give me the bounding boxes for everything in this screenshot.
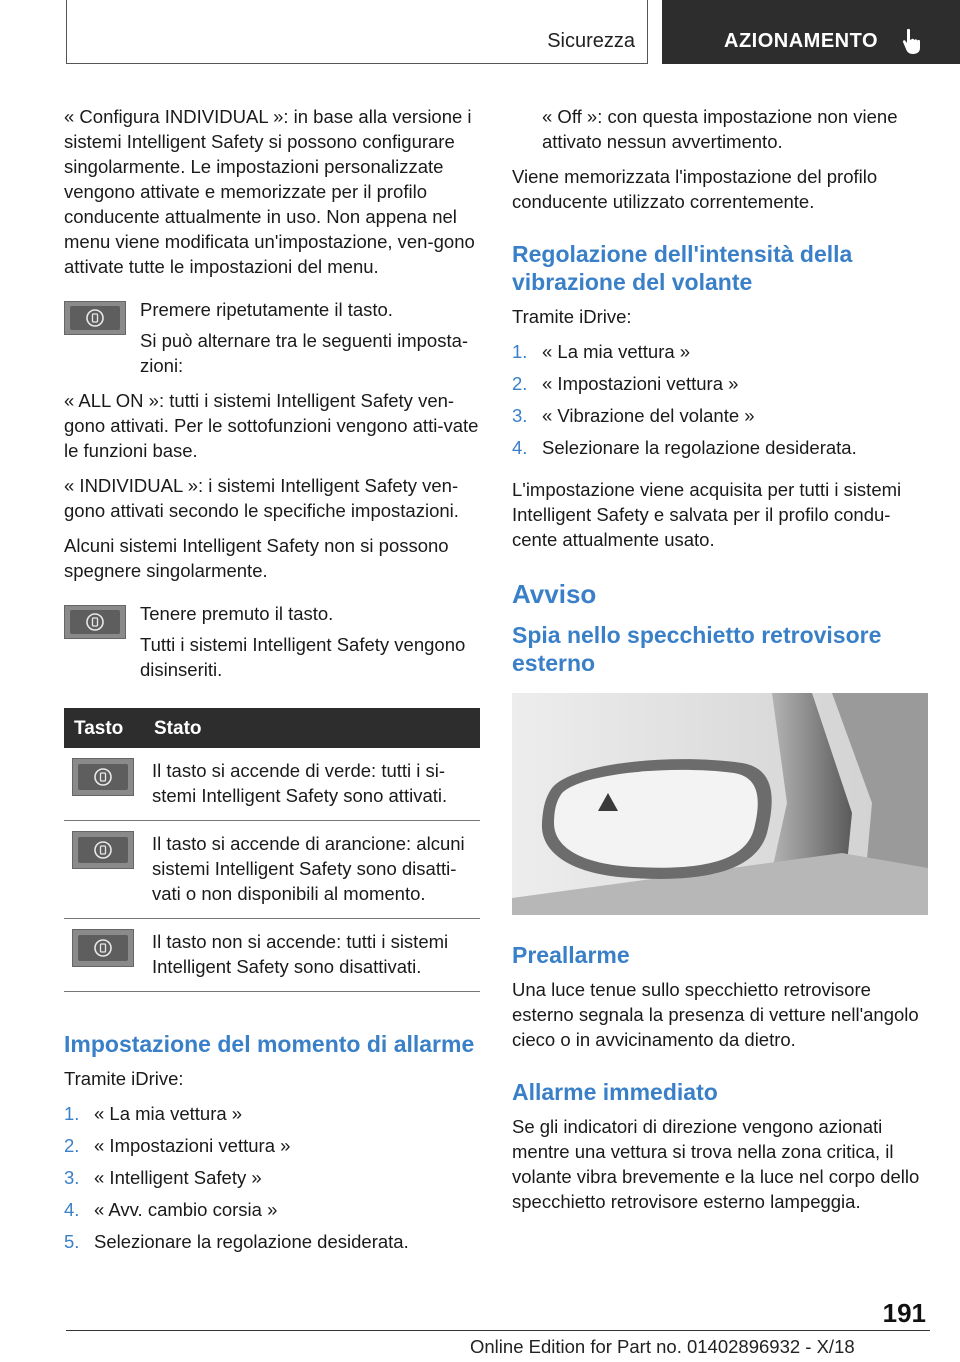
press-repeatedly-text: Premere ripetutamente il tasto. — [140, 299, 393, 320]
immediate-alarm-paragraph: Se gli indicatori di direzione vengono azionati mentre una vettura si trova nella zona critica, il volante vibra brevemente e la luce nel corpo dello specchietto retrovisore esterno lampeggia. — [512, 1116, 920, 1212]
all-disabled-text: Tutti i sistemi Intelligent Safety vengono disinseriti. — [140, 634, 466, 680]
adopted-setting-paragraph: L'impostazione viene acquisita per tutti i sistemi Intelligent Safety e salvata per il profilo condu‐cente attualmente usato. — [512, 479, 902, 550]
configure-individual-paragraph: « Configura INDIVIDUAL »: in base alla versione i sistemi Intelligent Safety si possono configurare singolarmente. Le impostazioni personalizzate vengono attivate e memorizzate per il profilo conducente attualmente in uso. Non appena nel menu viene modificata un'impostazione, ven‐gono attivate tutte le impostazioni del menu. — [64, 106, 475, 277]
step-number: 3. — [512, 405, 528, 426]
intelligent-safety-button-icon — [72, 929, 134, 967]
list-item — [64, 1229, 480, 1261]
list-item — [64, 1197, 480, 1229]
heading-warning: Avviso — [512, 579, 597, 609]
press-hold-block — [64, 601, 480, 682]
press-hold-text: Tenere premuto il tasto. — [140, 603, 334, 624]
some-systems-paragraph: Alcuni sistemi Intelligent Safety non si possono spegnere singolarmente. — [64, 535, 449, 581]
step-text: Selezionare la regolazione desiderata. — [542, 437, 857, 458]
intelligent-safety-button-icon — [64, 605, 126, 639]
table-row — [64, 748, 480, 821]
table-cell-button — [64, 748, 144, 821]
step-text: « Vibrazione del volante » — [542, 405, 755, 426]
intelligent-safety-button-icon — [64, 301, 126, 335]
alternate-settings-text: Si può alternare tra le seguenti imposta‐zioni: — [140, 330, 469, 376]
press-repeatedly-block — [64, 297, 480, 378]
right-column — [512, 104, 930, 1224]
table-cell-button — [64, 821, 144, 919]
header-chapter-title: AZIONAMENTO — [724, 30, 879, 52]
page-number: 191 — [882, 1298, 926, 1328]
step-text: « Intelligent Safety » — [94, 1167, 262, 1188]
left-column — [64, 104, 480, 1271]
via-idrive-label: Tramite iDrive: — [512, 306, 632, 327]
list-item — [512, 435, 930, 467]
table-header-row — [64, 708, 480, 748]
table-cell-button — [64, 919, 144, 992]
heading-mirror-light: Spia nello specchietto retrovisore esterno — [512, 622, 882, 676]
heading-vibration-intensity: Regolazione dell'intensità della vibrazione del volante — [512, 241, 853, 295]
table-cell-status: Il tasto non si accende: tutti i sistemi Intelligent Safety sono disattivati. — [144, 919, 480, 992]
step-text: « Impostazioni vettura » — [542, 373, 739, 394]
step-number: 2. — [512, 373, 528, 394]
step-number: 1. — [512, 341, 528, 362]
heading-warning-timing: Impostazione del momento di allarme — [64, 1031, 475, 1057]
step-text: Selezionare la regolazione desiderata. — [94, 1231, 409, 1252]
heading-immediate-alarm: Allarme immediato — [512, 1079, 718, 1105]
table-row — [64, 919, 480, 992]
table-header-status: Stato — [144, 708, 480, 748]
individual-paragraph: « INDIVIDUAL »: i sistemi Intelligent Safety ven‐gono attivati secondo le specifiche impostazioni. — [64, 475, 459, 521]
prealarm-paragraph: Una luce tenue sullo specchietto retrovisore esterno segnala la presenza di vetture nell'angolo cieco o in avvicinamento da dietro. — [512, 979, 919, 1050]
vibration-steps-list — [512, 339, 930, 467]
intelligent-safety-button-icon — [72, 831, 134, 869]
header-section-box — [66, 0, 648, 64]
table-header-button: Tasto — [64, 708, 144, 748]
edition-info: Online Edition for Part no. 01402896932 - X/18 — [470, 1336, 855, 1357]
list-item — [64, 1133, 480, 1165]
header-section-title: Sicurezza — [547, 30, 635, 52]
heading-prealarm: Preallarme — [512, 942, 630, 968]
list-item — [512, 339, 930, 371]
step-number: 2. — [64, 1135, 80, 1156]
via-idrive-label: Tramite iDrive: — [64, 1068, 184, 1089]
table-cell-status: Il tasto si accende di verde: tutti i si‐stemi Intelligent Safety sono attivati. — [144, 748, 480, 821]
intelligent-safety-button-icon — [72, 758, 134, 796]
table-cell-status: Il tasto si accende di arancione: alcuni sistemi Intelligent Safety sono disatti‐vati o non disponibili al momento. — [144, 821, 480, 919]
step-text: « La mia vettura » — [94, 1103, 243, 1124]
timing-steps-list — [64, 1101, 480, 1261]
step-text: « La mia vettura » — [542, 341, 691, 362]
pointing-hand-icon — [898, 26, 928, 56]
button-status-table — [64, 708, 480, 992]
step-number: 4. — [64, 1199, 80, 1220]
step-text: « Impostazioni vettura » — [94, 1135, 291, 1156]
list-item — [64, 1101, 480, 1133]
list-item — [512, 371, 930, 403]
profile-stored-paragraph: Viene memorizzata l'impostazione del profilo conducente utilizzato correntemente. — [512, 166, 878, 212]
off-setting-paragraph: « Off »: con questa impostazione non viene attivato nessun avvertimento. — [542, 106, 898, 152]
list-item — [64, 1165, 480, 1197]
step-number: 5. — [64, 1231, 80, 1252]
step-number: 4. — [512, 437, 528, 458]
table-row — [64, 821, 480, 919]
header-chapter-box — [662, 0, 960, 64]
list-item — [512, 403, 930, 435]
step-text: « Avv. cambio corsia » — [94, 1199, 278, 1220]
step-number: 1. — [64, 1103, 80, 1124]
footer-divider — [66, 1330, 930, 1331]
step-number: 3. — [64, 1167, 80, 1188]
all-on-paragraph: « ALL ON »: tutti i sistemi Intelligent Safety ven‐gono attivati. Per le sottofunzioni vengono atti‐vate le funzioni base. — [64, 390, 479, 461]
side-mirror-photo — [512, 693, 928, 915]
